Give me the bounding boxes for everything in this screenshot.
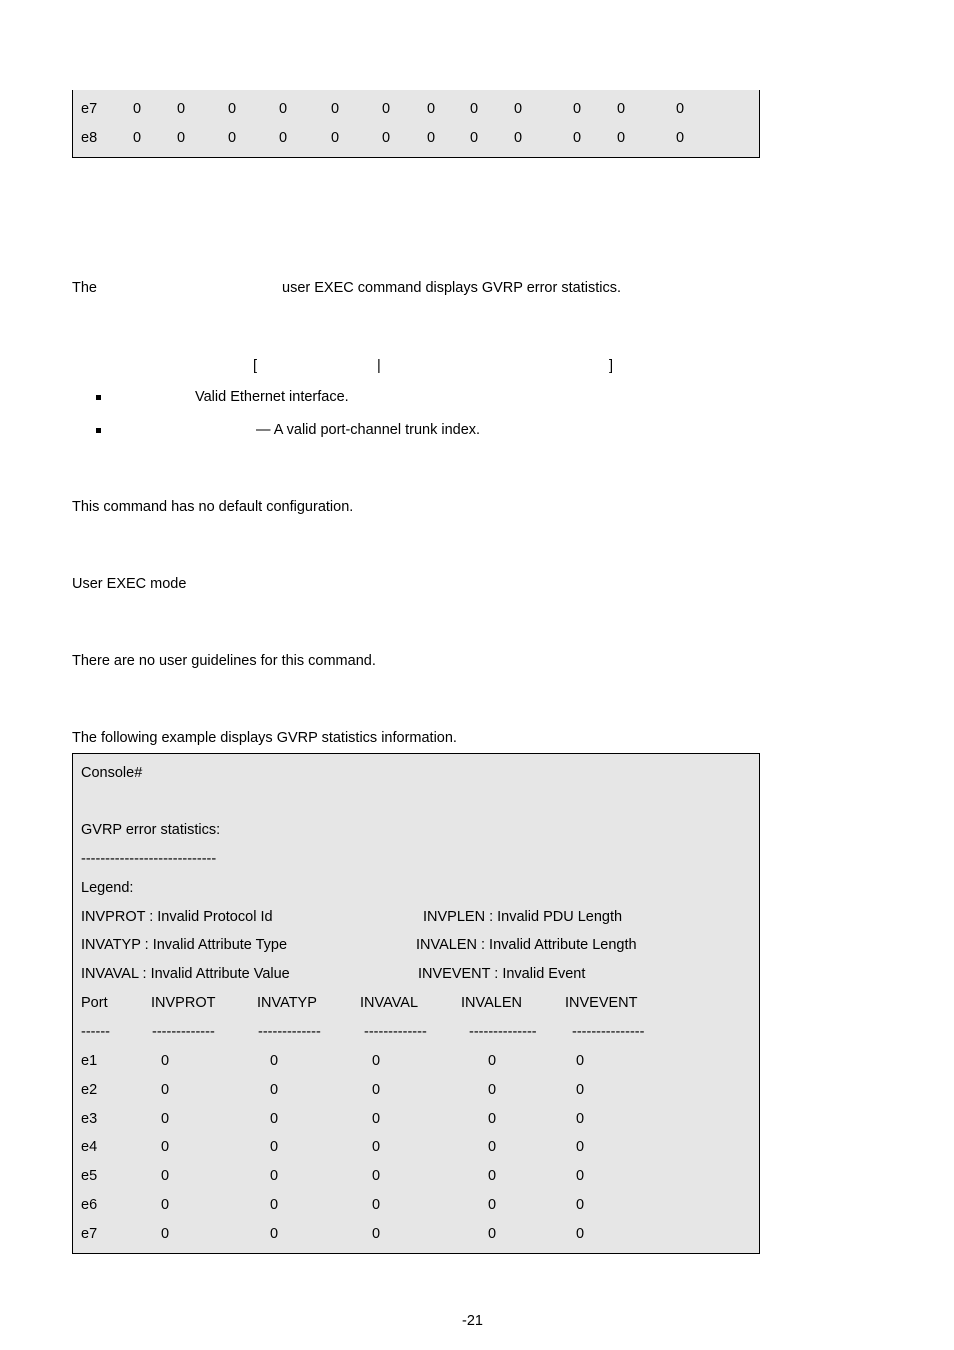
top-stats-table	[72, 90, 760, 158]
table-cell: 0	[161, 1081, 170, 1098]
column-separator: --------------	[469, 1024, 537, 1040]
table-port-label: e3	[81, 1110, 98, 1127]
table-cell: 0	[573, 130, 582, 146]
table-cell: 0	[177, 101, 186, 117]
table-cell: 0	[161, 1139, 170, 1156]
table-cell: 0	[228, 130, 237, 146]
column-header: INVALEN	[461, 995, 522, 1011]
table-cell: 0	[488, 1139, 497, 1156]
table-cell: 0	[514, 101, 523, 117]
legend-invaval: INVAVAL : Invalid Attribute Value	[81, 966, 290, 982]
table-cell: 0	[133, 101, 142, 117]
table-cell: 0	[676, 130, 685, 146]
table-cell: 0	[576, 1197, 585, 1213]
table-cell: 0	[470, 130, 479, 146]
table-cell: 0	[372, 1197, 381, 1213]
column-header: INVATYP	[257, 995, 317, 1011]
table-cell: 0	[576, 1110, 585, 1127]
console-rule: ----------------------------	[81, 851, 217, 867]
column-separator: ------	[81, 1024, 110, 1040]
console-heading: GVRP error statistics:	[81, 822, 221, 838]
command-mode-text: User EXEC mode	[72, 576, 187, 592]
param-ethernet: Valid Ethernet interface.	[195, 389, 349, 405]
legend-invatyp: INVATYP : Invalid Attribute Type	[81, 937, 288, 953]
table-cell: 0	[270, 1053, 279, 1069]
table-port-label: e7	[81, 101, 98, 117]
table-cell: 0	[576, 1139, 585, 1156]
bullet-icon	[96, 428, 101, 433]
column-separator: -------------	[258, 1024, 321, 1040]
user-guidelines-text: There are no user guidelines for this command.	[72, 653, 376, 669]
table-cell: 0	[279, 130, 288, 146]
table-port-label: e6	[81, 1197, 98, 1213]
table-cell: 0	[331, 130, 340, 146]
table-cell: 0	[372, 1139, 381, 1156]
table-cell: 0	[372, 1053, 381, 1069]
table-cell: 0	[488, 1081, 497, 1098]
column-separator: -------------	[364, 1024, 427, 1040]
table-cell: 0	[133, 130, 142, 146]
table-cell: 0	[488, 1053, 497, 1069]
table-port-label: e5	[81, 1168, 98, 1185]
table-cell: 0	[427, 101, 436, 117]
legend-invprot: INVPROT : Invalid Protocol Id	[81, 909, 273, 925]
column-header: Port	[81, 995, 108, 1011]
example-intro-text: The following example displays GVRP statistics information.	[72, 730, 457, 746]
table-cell: 0	[372, 1168, 381, 1185]
table-cell: 0	[372, 1110, 381, 1127]
table-cell: 0	[270, 1168, 279, 1185]
table-cell: 0	[161, 1168, 170, 1185]
description-prefix: The	[72, 280, 97, 296]
table-cell: 0	[576, 1081, 585, 1098]
table-cell: 0	[279, 101, 288, 117]
table-cell: 0	[488, 1197, 497, 1213]
table-cell: 0	[270, 1197, 279, 1213]
table-cell: 0	[576, 1053, 585, 1069]
table-cell: 0	[382, 130, 391, 146]
table-cell: 0	[427, 130, 436, 146]
column-separator: -------------	[152, 1024, 215, 1040]
syntax-open-bracket: [	[253, 358, 258, 374]
table-port-label: e2	[81, 1081, 98, 1098]
table-cell: 0	[514, 130, 523, 146]
syntax-separator: |	[377, 358, 381, 374]
table-cell: 0	[372, 1225, 381, 1242]
table-cell: 0	[161, 1197, 170, 1213]
description-suffix: user EXEC command displays GVRP error statistics.	[282, 280, 621, 296]
table-cell: 0	[382, 101, 391, 117]
column-header: INVAVAL	[360, 995, 419, 1011]
table-cell: 0	[488, 1110, 497, 1127]
table-port-label: e4	[81, 1139, 98, 1156]
table-cell: 0	[161, 1053, 170, 1069]
table-cell: 0	[488, 1225, 497, 1242]
default-configuration-text: This command has no default configuration.	[72, 499, 354, 515]
table-port-label: e1	[81, 1053, 98, 1069]
table-cell: 0	[270, 1139, 279, 1156]
legend-invplen: INVPLEN : Invalid PDU Length	[423, 909, 623, 925]
table-cell: 0	[488, 1168, 497, 1185]
bullet-icon	[96, 395, 101, 400]
table-cell: 0	[228, 101, 237, 117]
param-port-channel: — A valid port-channel trunk index.	[256, 422, 481, 438]
table-port-label: e8	[81, 130, 98, 146]
table-cell: 0	[576, 1168, 585, 1185]
table-cell: 0	[573, 101, 582, 117]
table-cell: 0	[470, 101, 479, 117]
console-prompt: Console#	[81, 765, 143, 781]
legend-title: Legend:	[81, 880, 134, 896]
legend-invevent: INVEVENT : Invalid Event	[418, 966, 586, 982]
table-cell: 0	[617, 101, 626, 117]
table-cell: 0	[676, 101, 685, 117]
table-cell: 0	[617, 130, 626, 146]
legend-invalen: INVALEN : Invalid Attribute Length	[416, 937, 637, 953]
table-cell: 0	[270, 1110, 279, 1127]
column-separator: ---------------	[572, 1024, 645, 1040]
table-cell: 0	[177, 130, 186, 146]
syntax-close-bracket: ]	[609, 358, 614, 374]
table-cell: 0	[372, 1081, 381, 1098]
table-cell: 0	[161, 1110, 170, 1127]
page-number: -21	[462, 1313, 483, 1329]
table-port-label: e7	[81, 1225, 98, 1242]
table-cell: 0	[331, 101, 340, 117]
table-cell: 0	[270, 1081, 279, 1098]
column-header: INVPROT	[151, 995, 216, 1011]
table-cell: 0	[576, 1225, 585, 1242]
column-header: INVEVENT	[565, 995, 638, 1011]
table-cell: 0	[270, 1225, 279, 1242]
table-cell: 0	[161, 1225, 170, 1242]
